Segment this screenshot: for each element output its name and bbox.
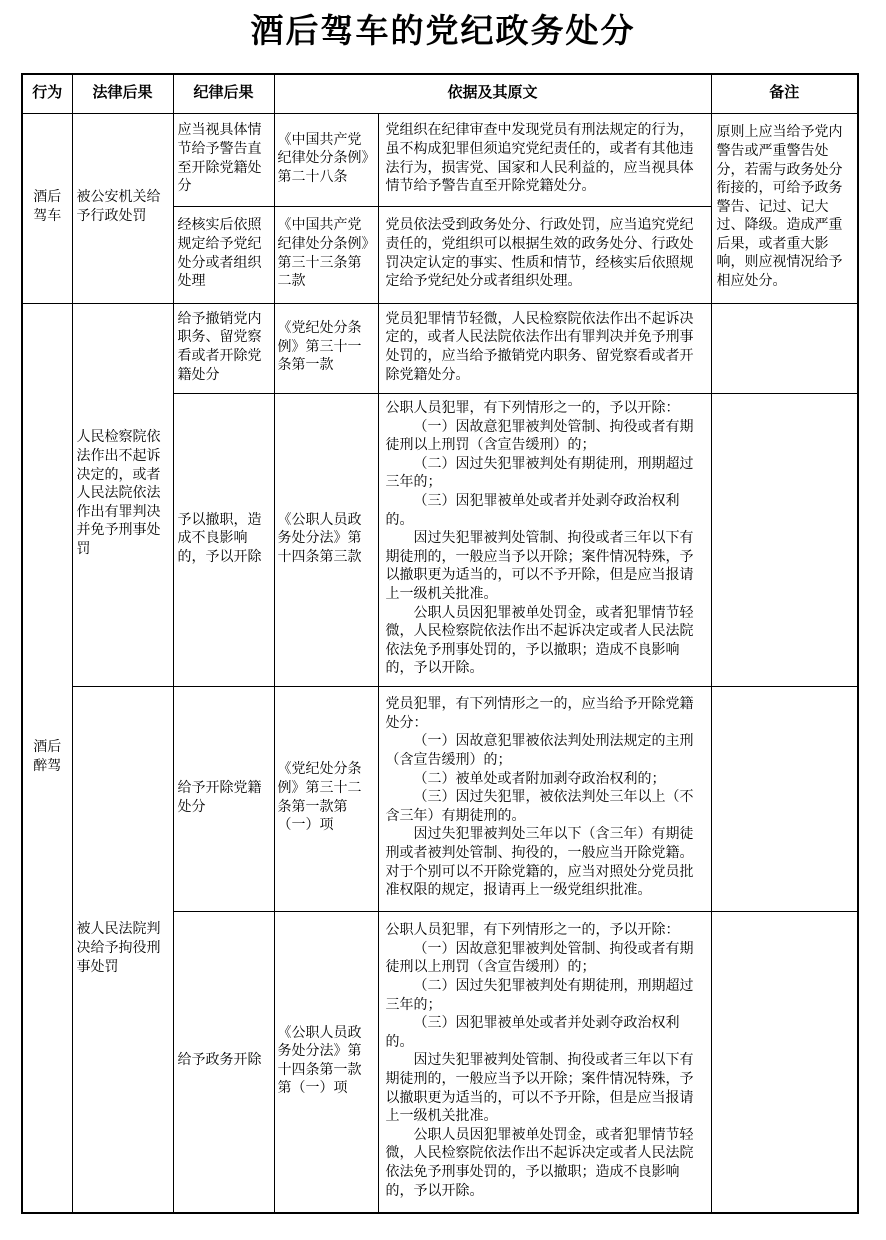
row-dui-1 — [22, 303, 858, 393]
cell-basis-r5: 《党纪处分条例》第三十二条第一款第（一）项 — [274, 686, 378, 911]
cell-basis-r6: 《公职人员政务处分法》第十四条第一款第（一）项 — [274, 911, 378, 1213]
cell-remark-empty-r5 — [711, 686, 858, 911]
original-paragraph: 党员依法受到政务处分、行政处罚，应当追究党纪责任的，党组织可以根据生效的政务处分、行政处罚决定认定的事实、性质和情节，经核实后依照规定给予党纪处分或者组织处理。 — [385, 218, 694, 290]
cell-original-r3 — [378, 303, 711, 393]
original-paragraph: 因过失犯罪被判处三年以下（含三年）有期徒刑或者被判处管制、拘役的，一般应当开除党籍。对于个别可以不开除党籍的，应当对照处分党员批准权限的规定，报请再上一级党组织批准。 — [385, 827, 694, 899]
original-paragraph: 因过失犯罪被判处管制、拘役或者三年以下有期徒刑的，一般应当予以开除；案件情况特殊，予以撤职更为适当的，可以不予开除，但是应当报请上一级机关批准。 — [385, 531, 694, 602]
cell-remark-empty-r3 — [711, 303, 858, 393]
cell-original-r4 — [378, 393, 711, 686]
cell-remark-group1: 原则上应当给予党内警告或严重警告处分，若需与政务处分衔接的，可给予政务警告、记过、记大过、降级。造成严重后果，或者重大影响，则应视情况给予相应处分。 — [711, 113, 858, 303]
cell-legal-non-prosecution: 人民检察院依法作出不起诉决定的，或者人民法院依法作出有罪判决并免予刑事处罚 — [72, 303, 173, 686]
cell-basis-r4: 《公职人员政务处分法》第十四条第三款 — [274, 393, 378, 686]
original-paragraph: （二）因过失犯罪被判处有期徒刑，刑期超过三年的； — [385, 979, 694, 1013]
original-paragraph: （三）因犯罪被单处或者并处剥夺政治权利的。 — [385, 1016, 680, 1050]
cell-legal-detention-sentence: 被人民法院判决给予拘役刑事处罚 — [72, 686, 173, 1213]
cell-legal-admin-penalty: 被公安机关给予行政处罚 — [72, 113, 173, 303]
page-title: 酒后驾车的党纪政务处分 — [250, 14, 636, 50]
original-paragraph: （三）因犯罪被单处或者并处剥夺政治权利的。 — [385, 494, 680, 528]
original-paragraph: 因过失犯罪被判处管制、拘役或者三年以下有期徒刑的，一般应当予以开除；案件情况特殊，予以撤职更为适当的，可以不予开除，但是应当报请上一级机关批准。 — [385, 1053, 694, 1125]
cell-discipline-r5: 给予开除党籍处分 — [173, 686, 274, 911]
cell-basis-r2: 《中国共产党纪律处分条例》第三十三条第二款 — [274, 206, 378, 303]
header-discipline: 纪律后果 — [173, 74, 274, 113]
original-paragraph: （三）因过失犯罪，被依法判处三年以上（不含三年）有期徒刑的。 — [385, 790, 694, 824]
cell-basis-r3: 《党纪处分条例》第三十一条第一款 — [274, 303, 378, 393]
cell-discipline-r2: 经核实后依照规定给予党纪处分或者组织处理 — [173, 206, 274, 303]
cell-remark-empty-r6 — [711, 911, 858, 1213]
sanctions-table — [21, 73, 859, 1214]
header-remark: 备注 — [711, 74, 858, 113]
row-drunk-driving-1 — [22, 113, 858, 206]
cell-original-r2 — [378, 206, 711, 303]
original-paragraph: （一）因故意犯罪被依法判处刑法规定的主刑（含宣告缓刑）的； — [385, 734, 694, 769]
cell-discipline-r3: 给予撤销党内职务、留党察看或者开除党籍处分 — [173, 303, 274, 393]
cell-discipline-r1: 应当视具体情节给予警告直至开除党籍处分 — [173, 113, 274, 206]
cell-basis-r1: 《中国共产党纪律处分条例》第二十八条 — [274, 113, 378, 206]
original-paragraph: 党员犯罪，有下列情形之一的，应当给予开除党籍处分： — [385, 697, 694, 731]
row-dui-3 — [22, 686, 858, 911]
original-paragraph: （二）因过失犯罪被判处有期徒刑，刑期超过三年的； — [385, 456, 694, 491]
original-paragraph: 公职人员犯罪，有下列情形之一的，予以开除： — [385, 401, 680, 417]
header-basis: 依据及其原文 — [274, 74, 711, 113]
cell-discipline-r6: 给予政务开除 — [173, 911, 274, 1213]
cell-discipline-r4: 予以撤职，造成不良影响的，予以开除 — [173, 393, 274, 686]
cell-behavior-dui: 酒后醉驾 — [22, 303, 72, 1213]
header-behavior: 行为 — [22, 74, 72, 113]
original-paragraph: 公职人员因犯罪被单处罚金，或者犯罪情节轻微，人民检察院依法作出不起诉决定或者人民法院依法免予刑事处罚的，予以撤职；造成不良影响的，予以开除。 — [385, 605, 694, 677]
original-paragraph: 公职人员因犯罪被单处罚金，或者犯罪情节轻微，人民检察院依法作出不起诉决定或者人民法院依法免予刑事处罚的，予以撤职；造成不良影响的，予以开除。 — [385, 1127, 694, 1199]
cell-original-r1 — [378, 113, 711, 206]
cell-original-r6 — [378, 911, 711, 1213]
header-legal: 法律后果 — [72, 74, 173, 113]
cell-remark-empty-r4 — [711, 393, 858, 686]
original-paragraph: 党员犯罪情节轻微，人民检察院依法作出不起诉决定的，或者人民法院依法作出有罪判决并免予刑事处罚的，应当给予撤销党内职务、留党察看或者开除党籍处分。 — [385, 311, 694, 383]
cell-original-r5 — [378, 686, 711, 911]
cell-behavior-drunk-driving: 酒后驾车 — [22, 113, 72, 303]
original-paragraph: （一）因故意犯罪被判处管制、拘役或者有期徒刑以上刑罚（含宣告缓刑）的； — [385, 941, 694, 976]
original-paragraph: （一）因故意犯罪被判处管制、拘役或者有期徒刑以上刑罚（含宣告缓刑）的； — [385, 419, 694, 454]
original-paragraph: 公职人员犯罪，有下列情形之一的，予以开除： — [385, 923, 680, 939]
header-row — [22, 74, 858, 113]
original-paragraph: （二）被单处或者附加剥夺政治权利的； — [413, 771, 666, 787]
original-paragraph: 党组织在纪律审查中发现党员有刑法规定的行为，虽不构成犯罪但须追究党纪责任的，或者有其他违法行为，损害党、国家和人民利益的，应当视具体情节给予警告直至开除党籍处分。 — [385, 123, 694, 195]
